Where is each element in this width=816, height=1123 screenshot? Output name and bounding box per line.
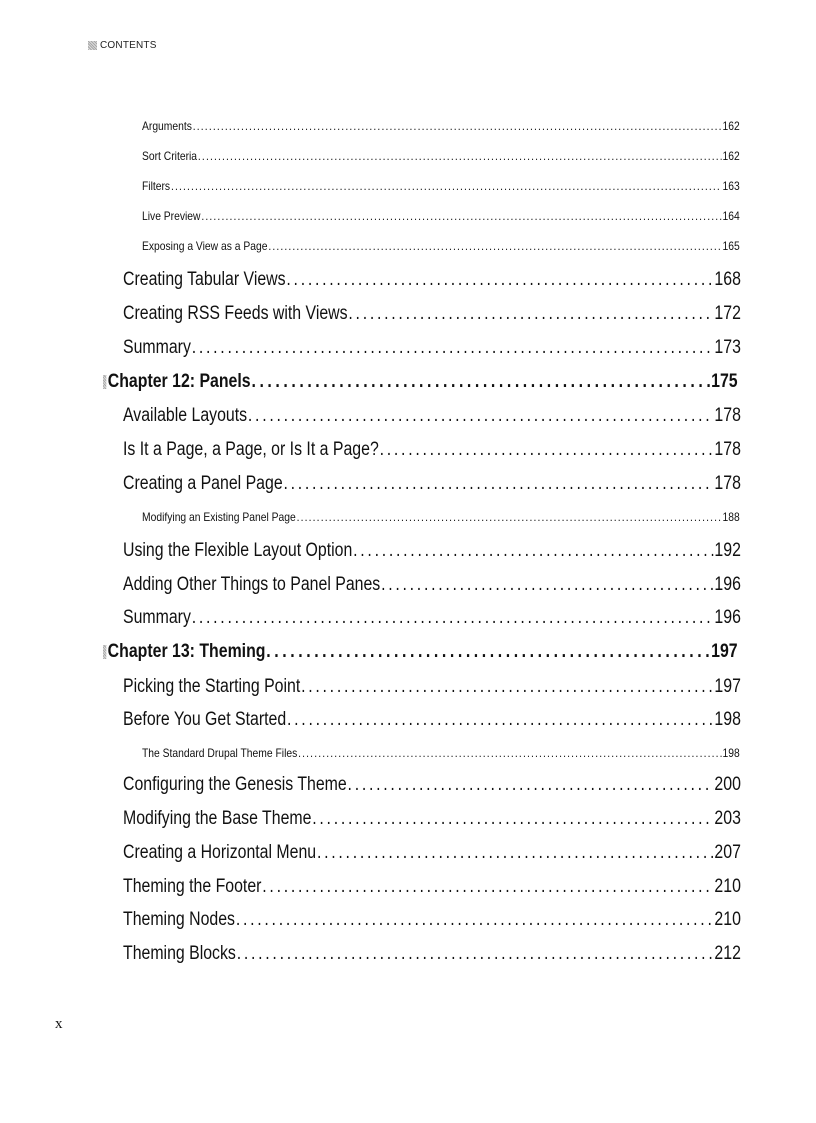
toc-entry-title: Modifying an Existing Panel Page [142,510,296,524]
toc-entry[interactable] [123,808,741,830]
toc-entry-title: Creating a Horizontal Menu [123,842,317,863]
toc-entry-page: 178 [714,473,741,494]
page-number: x [55,1016,63,1032]
dot-leader [268,239,721,253]
toc-entry[interactable] [123,540,741,562]
dot-leader [251,371,710,393]
dot-leader [298,746,721,760]
toc-entry-page: 175 [711,371,738,392]
dot-leader [348,303,713,325]
square-bullet-icon [88,41,97,50]
toc-entry-page: 210 [714,909,741,930]
toc-entry-page: 212 [714,943,741,964]
toc-entry-page: 164 [722,209,740,223]
toc-entry-page: 210 [714,876,741,897]
toc-entry-page: 163 [722,179,740,193]
square-bullet-icon [103,645,106,659]
dot-leader [353,540,713,562]
dot-leader [287,709,714,731]
toc-entry-title: Is It a Page, a Page, or Is It a Page? [123,439,379,460]
dot-leader [201,209,721,223]
dot-leader [248,405,714,427]
toc-entry-title: Exposing a View as a Page [142,239,268,253]
toc-entry[interactable] [123,607,741,629]
toc-entry[interactable] [123,676,741,698]
dot-leader [193,119,722,133]
toc-entry[interactable] [142,119,740,133]
toc-entry-title: Creating a Panel Page [123,473,283,494]
dot-leader [286,269,713,291]
toc-entry-title: Creating RSS Feeds with Views [123,303,348,324]
toc-entry-page: 196 [714,607,741,628]
dot-leader [301,676,713,698]
toc-entry[interactable] [142,510,740,524]
toc-entry-page: 198 [714,709,741,730]
toc-entry-title: Live Preview [142,209,201,223]
toc-entry-title: Available Layouts [123,405,248,426]
running-header [88,40,157,51]
dot-leader [171,179,722,193]
toc-entry[interactable] [123,943,741,965]
toc-entry-page: 203 [714,808,741,829]
toc-entry-title: Creating Tabular Views [123,269,286,290]
dot-leader [266,641,710,663]
toc-entry[interactable] [123,303,741,325]
dot-leader [237,943,714,965]
toc-entry-page: 162 [722,119,740,133]
toc-entry-page: 162 [722,149,740,163]
toc-entry[interactable] [123,574,741,596]
toc-entry-page: 178 [714,439,741,460]
toc-entry[interactable] [123,876,741,898]
toc-entry[interactable] [142,239,740,253]
toc-entry-title: Adding Other Things to Panel Panes [123,574,381,595]
toc-entry-title: Arguments [142,119,192,133]
toc-entry-page: 197 [714,676,741,697]
dot-leader [312,808,713,830]
toc-entry-page: 172 [714,303,741,324]
toc-entry-title: Summary [123,607,191,628]
dot-leader [283,473,713,495]
toc-entry-title: Configuring the Genesis Theme [123,774,347,795]
running-title: CONTENTS [100,40,157,51]
toc-entry[interactable] [123,473,741,495]
dot-leader [192,337,714,359]
dot-leader [297,510,722,524]
toc-entry-page: 207 [714,842,741,863]
toc-entry-title: Sort Criteria [142,149,198,163]
toc-entry[interactable] [123,909,741,931]
toc-entry[interactable] [123,842,741,864]
dot-leader [381,574,714,596]
toc-entry-page: 196 [714,574,741,595]
toc-entry-page: 197 [711,641,738,662]
toc-entry-title: Picking the Starting Point [123,676,301,697]
toc-entry-title: Before You Get Started [123,709,287,730]
toc-entry-page: 200 [714,774,741,795]
toc-entry-title: Chapter 13: Theming [107,641,266,662]
toc-entry[interactable] [123,405,741,427]
toc-entry[interactable] [123,774,741,796]
toc-entry-page: 168 [714,269,741,290]
toc-entry-title: Theming Nodes [123,909,235,930]
dot-leader [236,909,714,931]
dot-leader [317,842,714,864]
toc-entry[interactable] [123,337,741,359]
toc-entry-page: 198 [722,746,740,760]
dot-leader [198,149,722,163]
square-bullet-icon [103,375,106,389]
toc-entry-title: Filters [142,179,171,193]
toc-entry-title: Theming the Footer [123,876,262,897]
toc-entry[interactable] [123,709,741,731]
toc-entry-page: 192 [714,540,741,561]
toc-entry-page: 188 [722,510,740,524]
toc-chapter-entry[interactable] [103,371,738,393]
toc-entry-page: 178 [714,405,741,426]
toc-entry-title: Summary [123,337,191,358]
toc-entry-page: 165 [722,239,740,253]
dot-leader [348,774,714,796]
toc-entry[interactable] [123,269,741,291]
toc-chapter-entry[interactable] [103,641,738,663]
toc-entry[interactable] [142,746,740,760]
dot-leader [380,439,714,461]
toc-entry[interactable] [142,179,740,193]
toc-entry-title: Theming Blocks [123,943,236,964]
toc-entry-title: Chapter 12: Panels [107,371,251,392]
toc-entry[interactable] [142,149,740,163]
toc-entry-title: The Standard Drupal Theme Files [142,746,298,760]
toc-entry-title: Modifying the Base Theme [123,808,312,829]
dot-leader [192,607,714,629]
toc-entry[interactable] [142,209,740,223]
toc-entry-page: 173 [714,337,741,358]
toc-entry-title: Using the Flexible Layout Option [123,540,353,561]
toc-entry[interactable] [123,439,741,461]
dot-leader [262,876,713,898]
